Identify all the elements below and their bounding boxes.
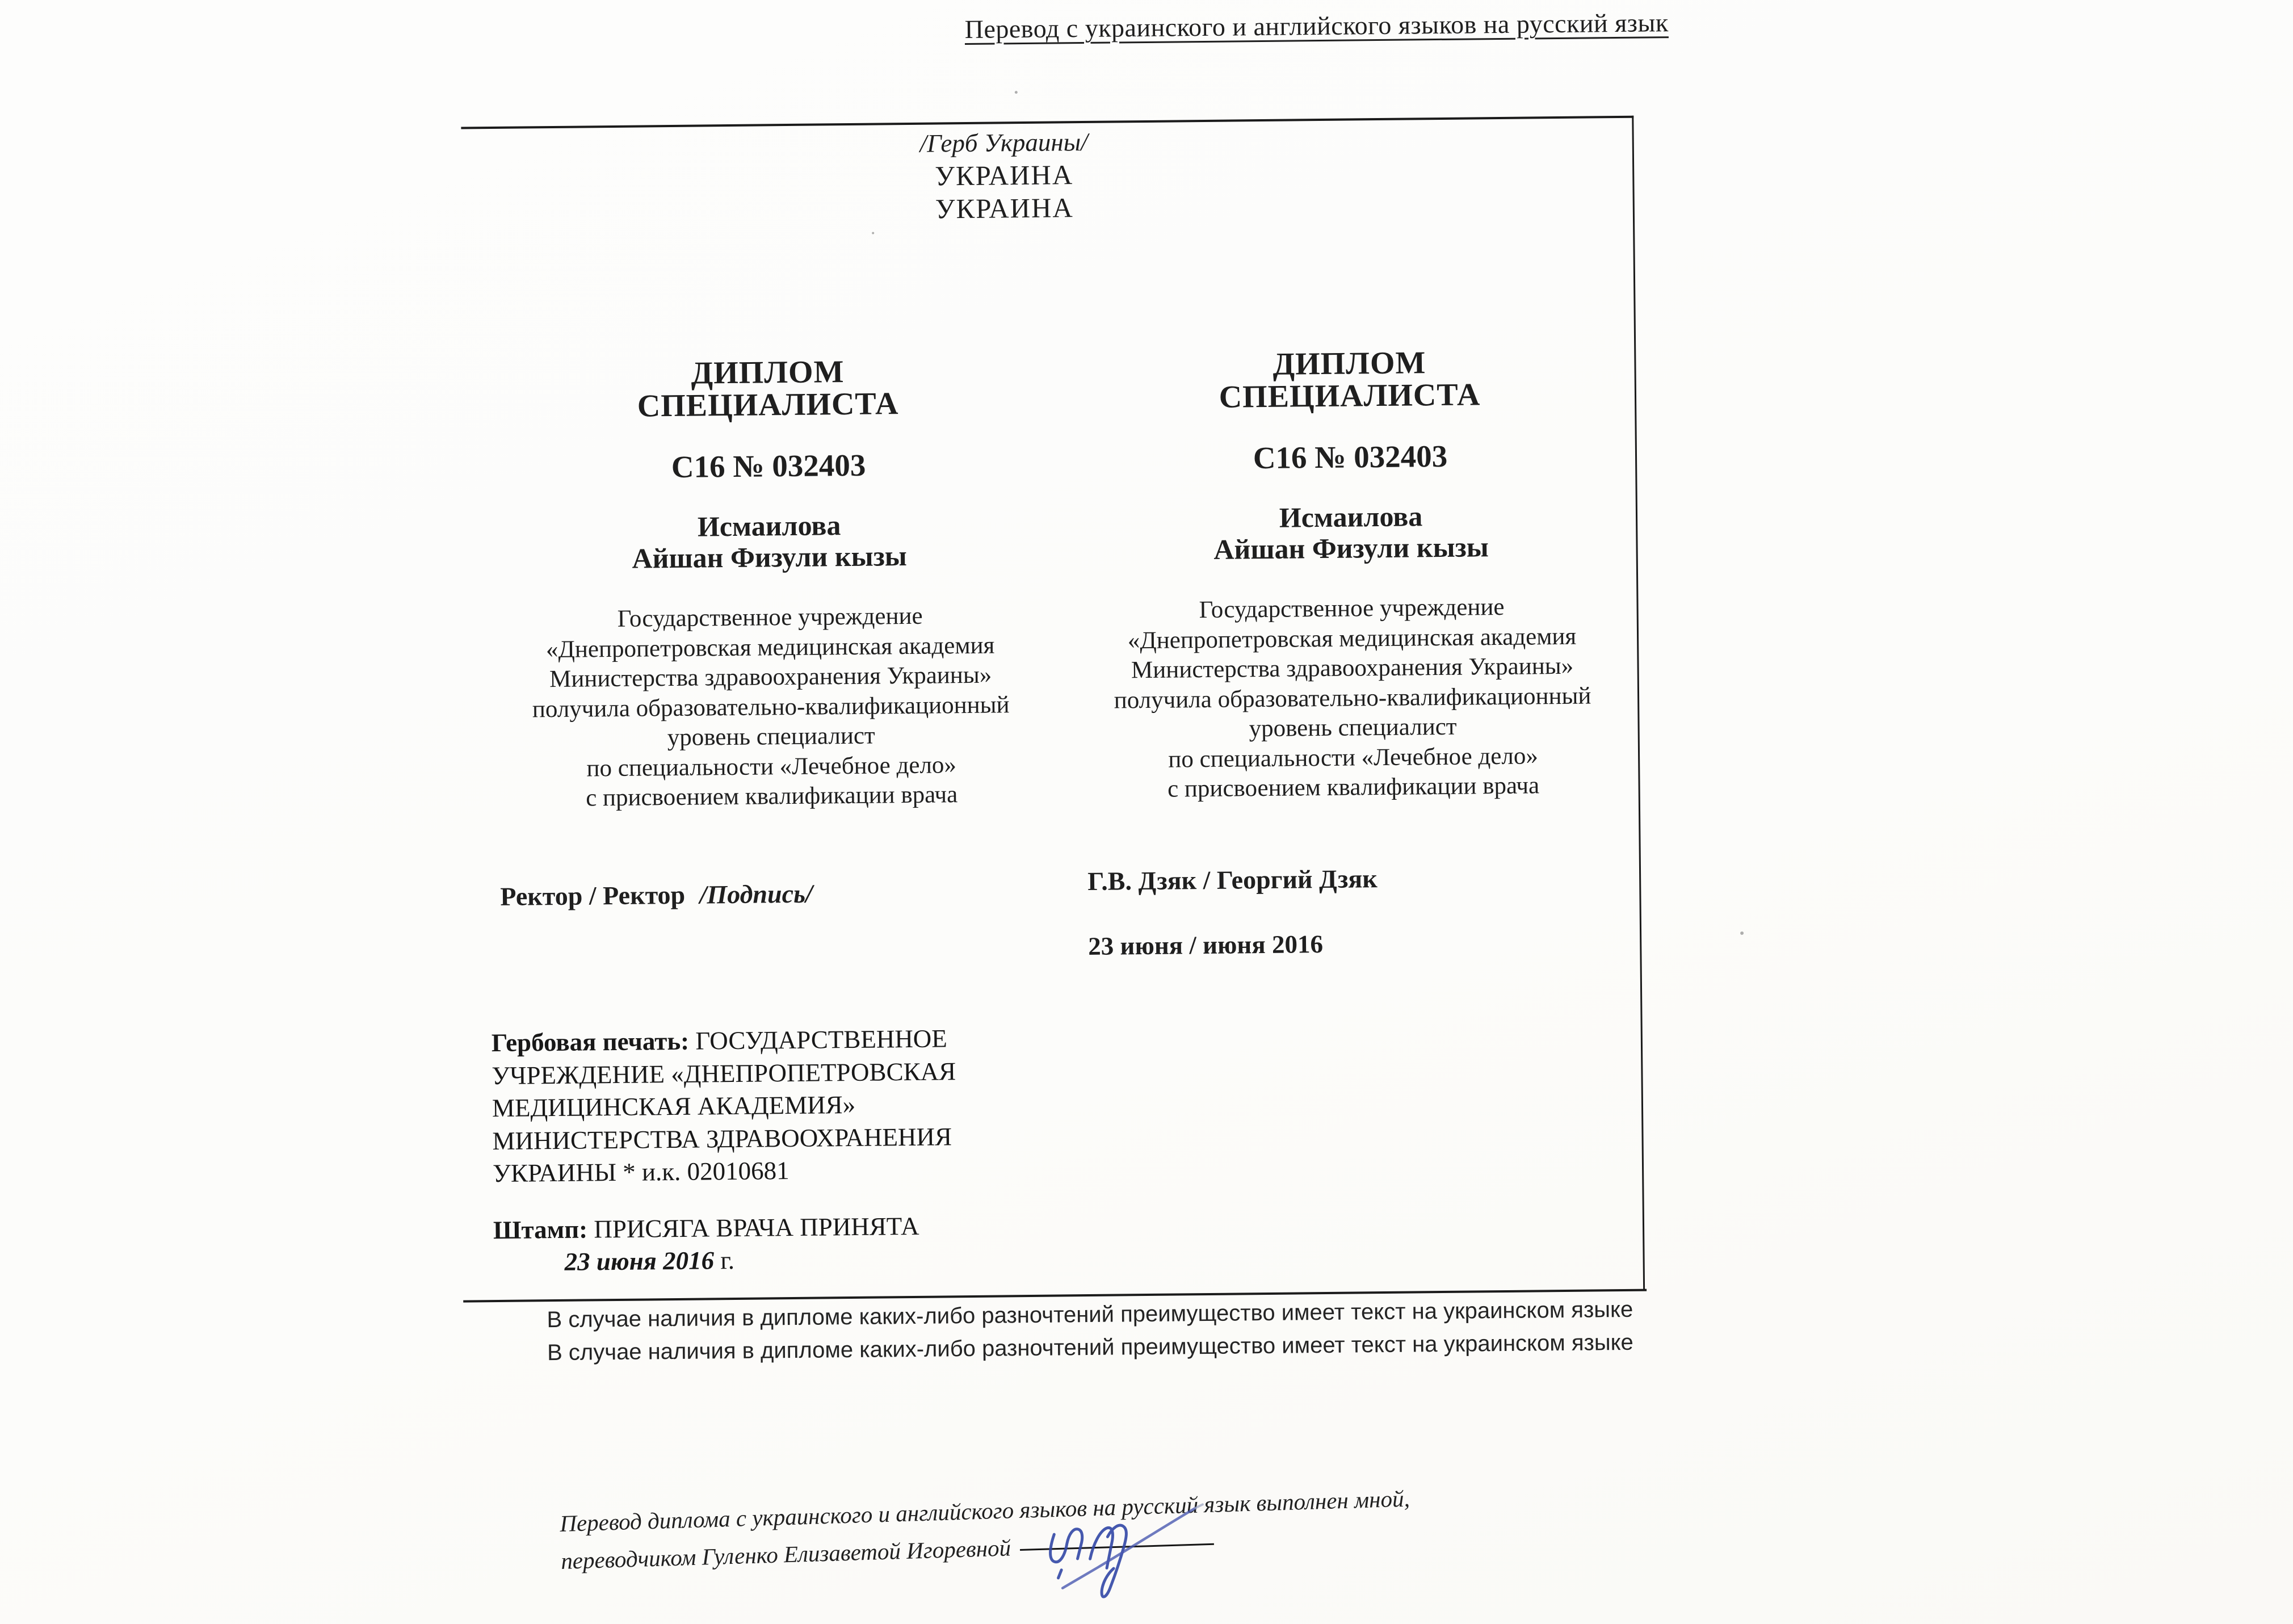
holder-given-names: Айшан Физули кызы: [632, 540, 908, 574]
country-name-line1: УКРАИНА: [935, 159, 1074, 192]
diploma-title-left: [495, 354, 1040, 424]
seal-description-block: [492, 1022, 1049, 1190]
disclaimer-line-2: В случае наличия в дипломе каких-либо разночтений преимущество имеет текст на украинском языке: [547, 1329, 1634, 1366]
signature-placeholder-note: /Подпись/: [699, 879, 813, 909]
diploma-title-line2: СПЕЦИАЛИСТА: [1219, 377, 1481, 415]
serial-number-left: С16 № 032403: [671, 447, 866, 485]
scan-speck: [1740, 931, 1744, 935]
stamp-label: Штамп:: [493, 1215, 588, 1245]
body-line: «Днепропетровская медицинская академия: [1127, 623, 1577, 654]
holder-name-left: [497, 508, 1042, 576]
body-line: уровень специалист: [1249, 713, 1457, 742]
body-line: Министерства здравоохранения Украины»: [1131, 652, 1574, 684]
frame-right-rule: [1632, 116, 1645, 1291]
disclaimer-line-1: В случае наличия в дипломе каких-либо разночтений преимущество имеет текст на украинском языке: [547, 1296, 1633, 1333]
body-line: получила образовательно-квалификационный: [532, 691, 1010, 723]
seal-line-3: МЕДИЦИНСКАЯ АКАДЕМИЯ»: [492, 1090, 856, 1123]
diploma-title-line2: СПЕЦИАЛИСТА: [637, 386, 899, 424]
seal-text: ГОСУДАРСТВЕННОЕ: [695, 1024, 948, 1055]
coat-of-arms-note: /Герб Украины/: [919, 127, 1088, 158]
diploma-title-line1: ДИПЛОМ: [1273, 345, 1426, 382]
diploma-body-right: [1079, 591, 1626, 805]
body-line: Государственное учреждение: [617, 602, 923, 632]
seal-line-2: УЧРЕЖДЕНИЕ «ДНЕПРОПЕТРОВСКАЯ: [492, 1056, 956, 1090]
rector-label: Ректор / Ректор: [500, 880, 686, 911]
diploma-title-line1: ДИПЛОМ: [691, 354, 845, 391]
body-line: по специальности «Лечебное дело»: [586, 751, 957, 782]
translator-name: переводчиком Гуленко Елизаветой Игоревной: [560, 1534, 1011, 1574]
translator-statement: Перевод диплома с украинского и английского языков на русский язык выполнен мной,: [559, 1485, 1410, 1537]
scan-speck: [872, 232, 874, 234]
handwritten-signature-icon: [1041, 1499, 1214, 1600]
country-name-line2: УКРАИНА: [935, 192, 1074, 225]
stamp-date-line: [564, 1241, 1050, 1278]
translator-certification-block: [560, 1484, 1413, 1574]
holder-given-names: Айшан Физули кызы: [1213, 531, 1489, 565]
body-line: Министерства здравоохранения Украины»: [549, 661, 992, 693]
holder-surname: Исмаилова: [697, 509, 841, 543]
seal-line-1: [492, 1022, 1048, 1060]
seal-line-4: МИНИСТЕРСТВА ЗДРАВООХРАНЕНИЯ: [492, 1122, 952, 1155]
issue-date-line: 23 июня / июня 2016: [1088, 930, 1324, 960]
rector-name-line: Г.В. Дзяк / Георгий Дзяк: [1087, 864, 1378, 896]
body-line: Государственное учреждение: [1199, 593, 1505, 624]
stamp-date: 23 июня 2016: [564, 1246, 715, 1276]
seal-line-5: УКРАИНЫ * и.к. 02010681: [492, 1156, 789, 1188]
holder-surname: Исмаилова: [1279, 500, 1423, 534]
scan-speck: [1015, 91, 1018, 94]
seal-label: Гербовая печать:: [491, 1026, 690, 1058]
stamp-description-block: [493, 1209, 1050, 1279]
emblem-block: [842, 125, 1166, 226]
body-line: получила образовательно-квалификационный: [1114, 682, 1591, 714]
diploma-title-right: [1077, 345, 1622, 415]
serial-number-right: С16 № 032403: [1253, 438, 1448, 476]
body-line: уровень специалист: [667, 722, 875, 752]
diploma-body-left: [497, 601, 1044, 815]
rector-signature-line: [500, 879, 813, 912]
body-line: «Днепропетровская медицинская академия: [545, 632, 995, 663]
body-line: с присвоением квалификации врача: [585, 781, 958, 812]
stamp-text: ПРИСЯГА ВРАЧА ПРИНЯТА: [594, 1211, 919, 1244]
translation-header: Перевод с украинского и английского языков на русский язык: [964, 8, 1669, 44]
body-line: с присвоением квалификации врача: [1167, 772, 1540, 803]
body-line: по специальности «Лечебное дело»: [1168, 742, 1539, 773]
stamp-date-suffix: г.: [720, 1246, 735, 1275]
holder-name-right: [1078, 499, 1624, 566]
stamp-line-1: [493, 1209, 1050, 1247]
